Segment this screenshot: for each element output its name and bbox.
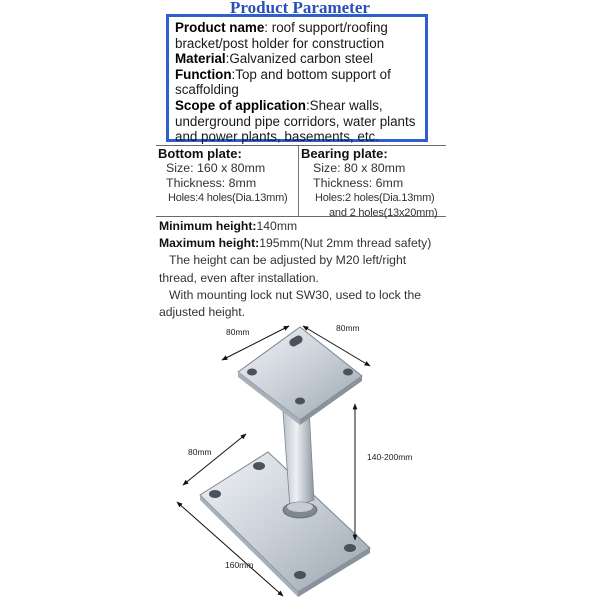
base-length-label: 160mm [225,560,254,570]
top-hole-center [295,398,305,405]
function-value: :Top and bottom support of scaffolding [175,66,391,98]
bearing-plate-thickness: Thickness: 6mm [313,176,404,190]
base-depth-label: 80mm [188,447,212,457]
bearing-plate-holes-1: Holes:2 holes(Dia.13mm) [315,192,435,204]
base-hole-2 [253,462,265,470]
bottom-plate-holes: Holes:4 holes(Dia.13mm) [168,192,288,204]
function-label: Function [175,66,232,82]
product-name-value: : roof support/roofing bracket/post holder for construction [175,20,388,51]
base-hole-3 [294,571,306,579]
lock-note-line-2: adjusted height. [159,305,246,320]
scope-value: :Shear walls, underground pipe corridors, water plants and power plants, basements, etc. [175,97,416,145]
bottom-plate-size: Size: 160 x 80mm [166,161,266,175]
top-width-label: 80mm [226,327,250,337]
adjust-note-line-1: The height can be adjusted by M20 left/right [169,253,407,268]
max-height-label: Maximum height: [159,236,260,251]
page-title: Product Parameter [230,0,370,17]
max-height-value: 195mm(Nut 2mm thread safety) [259,236,432,251]
bottom-plate-heading: Bottom plate: [158,146,242,161]
bottom-plate-thickness: Thickness: 8mm [166,176,257,190]
min-height-label: Minimum height: [159,219,257,233]
top-hole-1 [247,369,257,376]
bearing-plate-heading: Bearing plate: [301,146,388,161]
top-hole-2 [343,369,353,376]
min-height-value: 140mm [256,219,298,233]
adjust-note-line-2: thread, even after installation. [159,270,319,285]
top-depth-label: 80mm [336,323,360,333]
material-value: :Galvanized carbon steel [225,51,373,67]
bearing-plate-size: Size: 80 x 80mm [313,161,406,175]
lock-note-line-1: With mounting lock nut SW30, used to lock the [169,287,421,302]
top-plate [238,327,362,425]
base-hole-1 [209,490,221,498]
base-plate [200,452,370,597]
product-name-label: Product name [175,20,265,35]
base-hole-4 [344,544,356,552]
height-label: 140-200mm [367,452,413,462]
bearing-plate-holes-2: and 2 holes(13x20mm) [329,207,438,219]
scope-label: Scope of application [175,97,306,113]
material-label: Material [175,51,226,67]
